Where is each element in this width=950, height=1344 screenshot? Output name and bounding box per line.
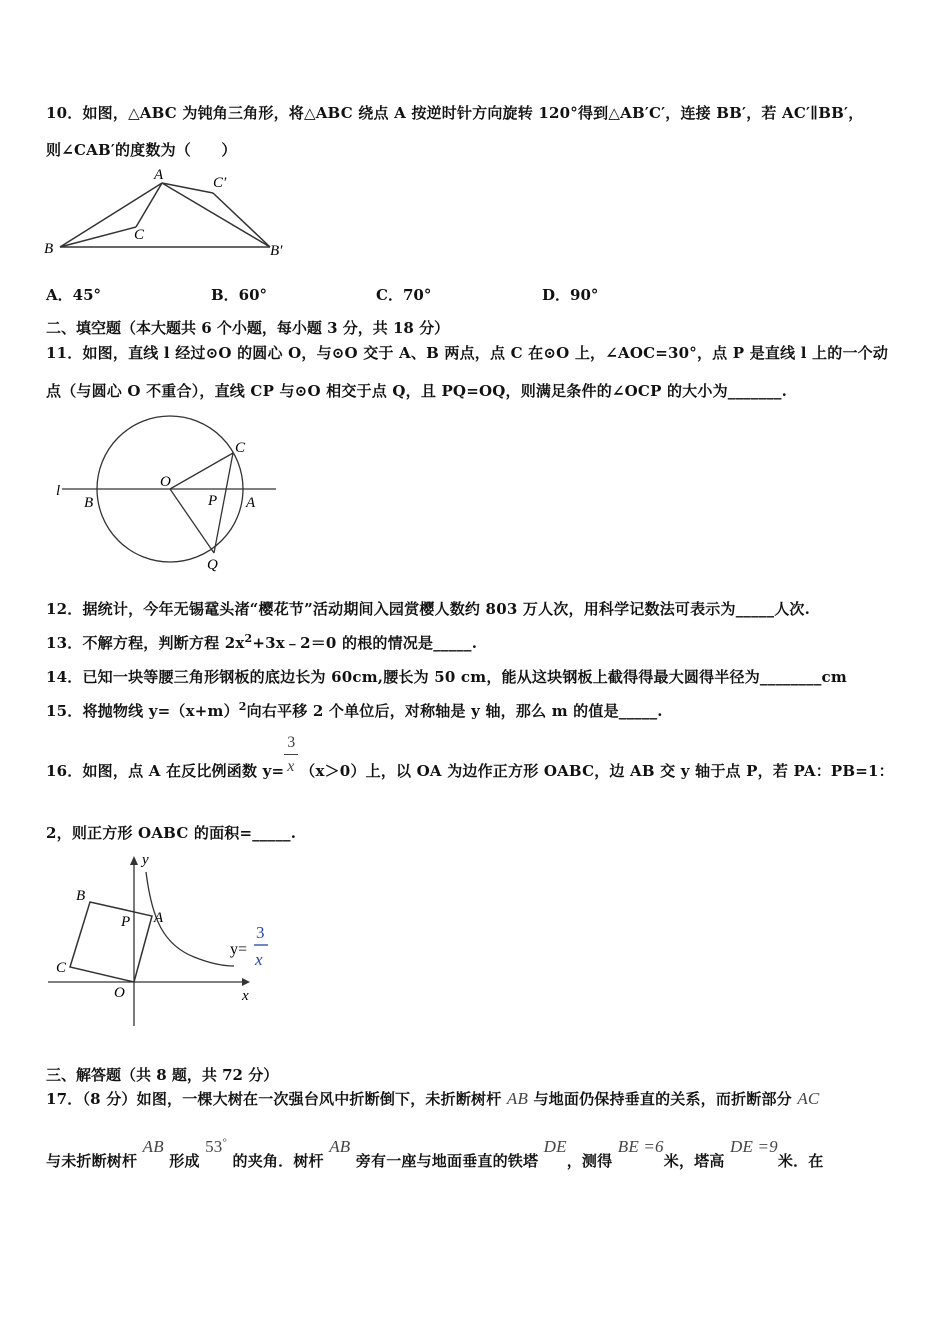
q14-text: 14．已知一块等腰三角形钢板的底边长为 60cm,腰长为 50 cm，能从这块钢板上截得得最大圆得半径为________cm xyxy=(46,668,847,686)
q10-label-C1: C′ xyxy=(213,175,227,191)
q16-label-B: B xyxy=(76,888,86,904)
q17-l1-ac: AC xyxy=(797,1089,820,1108)
q10-line1: 10．如图，△ABC 为钝角三角形，将△ABC 绕点 A 按逆时针方向旋转 120°得到△AB′C′，连接 BB′，若 AC′∥BB′， xyxy=(46,104,864,122)
q17-l1-ab: AB xyxy=(506,1089,529,1108)
q17-l2-e: ，测得 xyxy=(566,1152,613,1170)
q15-text xyxy=(46,700,663,721)
q16-label-y: y xyxy=(142,852,149,868)
q11-line2: 点（与圆心 O 不重合），直线 CP 与⊙O 相交于点 Q，且 PQ=OQ，则满足条件的∠OCP 的大小为_______. xyxy=(46,382,788,400)
q10-label-B1: B′ xyxy=(270,243,283,259)
q10-label-C: C xyxy=(134,227,145,243)
q10-figure xyxy=(40,165,290,260)
q11-label-C: C xyxy=(235,440,246,456)
q10-option-a: A．45° xyxy=(46,286,102,304)
q17-l2-deg: ° xyxy=(222,1136,228,1149)
q17-line2 xyxy=(46,1136,824,1171)
q17-l2-ab2: AB xyxy=(329,1137,351,1156)
q13-pre: 13．不解方程，判断方程 2x xyxy=(46,634,245,652)
q17-l2-b: 形成 xyxy=(169,1152,200,1170)
q13-sup: 2 xyxy=(244,632,253,645)
q11-figure xyxy=(50,412,285,577)
q16-label-O: O xyxy=(114,985,125,1001)
q17-l2-de9: DE =9 xyxy=(730,1137,778,1156)
q17-l2-f: 米，塔高 xyxy=(663,1152,725,1170)
q16-fraction xyxy=(284,734,300,776)
q13-post: +3x﹣2＝0 的根的情况是_____. xyxy=(252,634,478,652)
q17-l2-a: 与未折断树杆 xyxy=(46,1152,138,1170)
q11-line1: 11．如图，直线 l 经过⊙O 的圆心 O，与⊙O 交于 A、B 两点，点 C 在⊙O 上，∠AOC=30°，点 P 是直线 l 上的一个动 xyxy=(46,344,889,362)
q17-l2-be: BE =6 xyxy=(617,1137,664,1156)
q16-post: （x＞0）上，以 OA 为边作正方形 OABC，边 AB 交 y 轴于点 P，若 PA：PB=1： xyxy=(300,762,894,780)
q10-line2: 则∠CAB′的度数为（ ） xyxy=(46,141,237,159)
q12-text: 12．据统计，今年无锡鼋头渚“樱花节”活动期间入园赏樱人数约 803 万人次，用科学记数法可表示为_____人次. xyxy=(46,600,811,618)
q17-l2-g: 米．在 xyxy=(777,1152,824,1170)
q16-frac-den: x xyxy=(287,758,295,775)
q16-func-num: 3 xyxy=(256,923,265,942)
q10-option-c: C．70° xyxy=(376,286,432,304)
q16-label-C: C xyxy=(56,960,67,976)
q10-label-A: A xyxy=(154,167,164,183)
q17-l2-c: 的夹角．树杆 xyxy=(232,1152,324,1170)
q11-label-B: B xyxy=(84,495,94,511)
q11-label-A: A xyxy=(246,495,256,511)
q10-option-b: B．60° xyxy=(211,286,268,304)
q11-label-Q: Q xyxy=(207,557,218,573)
q15-sup: 2 xyxy=(238,700,247,713)
q16-frac-num: 3 xyxy=(287,734,296,751)
q16-pre: 16．如图，点 A 在反比例函数 y= xyxy=(46,762,285,780)
q17-line1 xyxy=(46,1088,819,1109)
section-2-heading: 二、填空题（本大题共 6 个小题，每小题 3 分，共 18 分） xyxy=(46,319,450,337)
q15-post: 向右平移 2 个单位后，对称轴是 y 轴，那么 m 的值是_____. xyxy=(246,702,663,720)
q17-l2-d: 旁有一座与地面垂直的铁塔 xyxy=(355,1152,539,1170)
q17-l1-mid: 与地面仍保持垂直的关系，而折断部分 xyxy=(533,1090,792,1108)
q16-func-den: x xyxy=(255,950,263,969)
q10-option-d: D．90° xyxy=(542,286,599,304)
q17-l2-ab: AB xyxy=(142,1137,164,1156)
section-3-heading: 三、解答题（共 8 题，共 72 分） xyxy=(46,1066,279,1084)
q11-label-P: P xyxy=(208,493,218,509)
q16-label-x: x xyxy=(242,988,249,1004)
q10-label-B: B xyxy=(44,241,54,257)
q16-label-P: P xyxy=(121,914,131,930)
q16-line1 xyxy=(46,734,894,781)
q16-figure xyxy=(44,850,284,1030)
q15-pre: 15．将抛物线 y=（x+m） xyxy=(46,702,239,720)
q17-l2-de: DE xyxy=(543,1137,567,1156)
q11-label-O: O xyxy=(160,474,171,490)
q11-label-l: l xyxy=(56,483,61,499)
q16-label-A: A xyxy=(154,910,164,926)
q17-l1-pre: 17．（8 分）如图，一棵大树在一次强台风中折断倒下，未折断树杆 xyxy=(46,1090,502,1108)
q17-l2-angle: 53 xyxy=(205,1137,223,1156)
q16-func-prefix: y= xyxy=(230,941,248,958)
q13-text xyxy=(46,632,477,653)
q16-line2: 2，则正方形 OABC 的面积=_____. xyxy=(46,824,297,842)
